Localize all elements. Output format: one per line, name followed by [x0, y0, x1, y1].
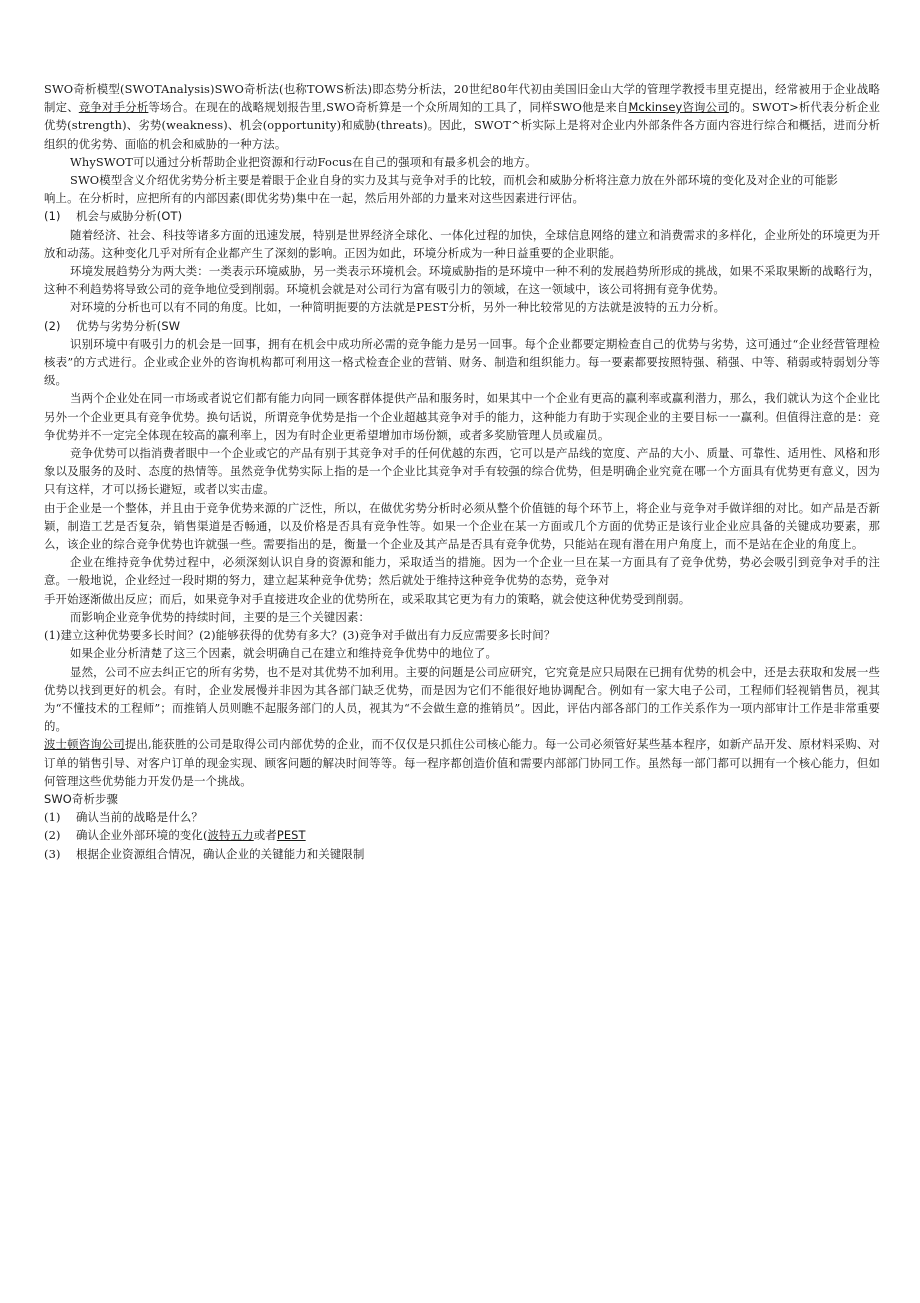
- sw-paragraph-8: 如果企业分析清楚了这三个因素，就会明确自己在建立和维持竞争优势中的地位了。: [70, 646, 498, 661]
- sw-paragraph-2: 当两个企业处在同一市场或者说它们都有能力向同一顾客群体提供产品和服务时，如果其中一个企业有更高的赢利率或赢利潜力，那么，我们就认为这个企业比另外一个企业更具有竞争优势。换句话说，所谓竞争优势是指一个企业超越其竞争对手的能力，这种能力有助于实现企业的主要目标一一赢利。但值得注意的是：竞争优势并不一定完全体现在较高的赢利率上，因为有时企业更希望增加市场份额，或者多奖励管理人员或雇员。: [44, 391, 880, 442]
- intro-text-b: 等场合。在现在的战略规划报告里,SWO奇析算是一个众所周知的工具了，同样SWO他是来自: [148, 100, 629, 115]
- env-paragraph-3: 对环境的分析也可以有不同的角度。比如，一种简明扼要的方法就是PEST分析，另外一种比较常见的方法就是波特的五力分析。: [70, 300, 726, 315]
- step-item: (1) 确认当前的战略是什么？: [44, 810, 203, 825]
- link-competitor-analysis[interactable]: 竞争对手分析: [78, 100, 149, 115]
- document-body: [44, 80, 880, 863]
- model-paragraph: SWO模型含义介绍优劣势分析主要是着眼于企业自身的实力及其与竞争对手的比较，而机会和威胁分析将注意力放在外部环境的变化及对企业的可能影: [70, 173, 838, 188]
- sw-paragraph-1: 识别环境中有吸引力的机会是一回事，拥有在机会中成功所必需的竞争能力是另一回事。每个企业都要定期检查自己的优势与劣势，这可通过“企业经营管理检核表”的方式进行。企业或企业外的咨询机构都可利用这一格式检查企业的营销、财务、制造和组织能力。每一要素都要按照特强、稍强、中等、稍弱或特弱划分等级。: [44, 336, 880, 388]
- step-item: (3) 根据企业资源组合情况，确认企业的关键能力和关键限制: [44, 846, 365, 861]
- intro-text-a: SWO奇析模型(SWOTAnalysis)SWO奇析法(也称TOWS析法)即态势分析法，20世纪80年代初由美国旧金山大学的管理学教授韦里克提出，经常被用于企业战略制定、: [44, 82, 880, 115]
- sw-paragraph-6: 而影响企业竞争优势的持续时间，主要的是三个关键因素：: [70, 609, 371, 624]
- link-mckinsey[interactable]: Mckinsey咨询公司: [628, 100, 729, 115]
- model-paragraph-continued: 响上。在分析时，应把所有的内部因素(即优劣势)集中在一起，然后用外部的力量来对这些因素进行评估。: [44, 191, 585, 206]
- sw-key-factors: (1)建立这种优势要多长时间？(2)能够获得的优势有多大？(3)竞争对手做出有力反应需要多长时间？: [44, 628, 556, 643]
- steps-list: [44, 808, 880, 863]
- sw-paragraph-5: 企业在维持竞争优势过程中，必须深刻认识自身的资源和能力，采取适当的措施。因为一个企业一旦在某一方面具有了竞争优势，势必会吸引到竞争对手的注意。一般地说，企业经过一段时期的努力，建立起某种竞争优势；然后就处于维持这种竞争优势的态势，竞争对: [44, 555, 880, 588]
- env-paragraph-1: 随着经济、社会、科技等诸多方面的迅速发展，特别是世界经济全球化、一体化过程的加快，全球信息网络的建立和消费需求的多样化，企业所处的环境更为开放和动荡。这种变化几乎对所有企业都产生了深刻的影响。正因为如此，环境分析成为一种日益重要的企业职能。: [44, 227, 880, 260]
- intro-paragraph: [44, 80, 880, 153]
- intro-text-c: 的。SWOT>析代表分析企业优势(strength)、劣势(weakness)、机会(opportunity)和威胁(threats)。因此，SWOT^析实际上是将对企业内外部条件各方面内容进行综合和概括，进而分析组织的优劣势、面临的机会和威胁的一种方法。: [44, 100, 880, 151]
- boston-paragraph: 波士顿咨询公司提出,能获胜的公司是取得公司内部优势的企业，而不仅仅是只抓住公司核心能力。每一公司必须管好某些基本程序，如新产品开发、原材料采购、对订单的销售引导、对客户订单的现金实现、顾客问题的解决时间等等。每一程序都创造价值和需要内部部门协同工作。虽然每一部门都可以拥有一个核心能力，但如何管理这些优势能力开发仍是一个挑战。: [44, 737, 880, 788]
- sw-paragraph-4: 由于企业是一个整体，并且由于竞争优势来源的广泛性，所以，在做优劣势分析时必须从整个价值链的每个环节上，将企业与竞争对手做详细的对比。如产品是否新颖，制造工艺是否复杂，销售渠道是否畅通，以及价格是否具有竞争性等。如果一个企业在某一方面或几个方面的优势正是该行业企业应具备的关键成功要素，那么，该企业的综合竞争优势也许就强一些。需要指出的是，衡量一个企业及其产品是否具有竞争优势，只能站在现有潜在用户角度上，而不是站在企业的角度上。: [44, 500, 880, 552]
- sw-paragraph-9: 显然，公司不应去纠正它的所有劣势，也不是对其优势不加利用。主要的问题是公司应研究，它究竟是应只局限在已拥有优势的机会中，还是去获取和发展一些优势以找到更好的机会。有时，企业发展慢并非因为其各部门缺乏优势，而是因为它们不能很好地协调配合。例如有一家大电子公司，工程师们轻视销售员，视其为“不懂技术的工程师”；而推销人员则瞧不起服务部门的人员，视其为“不会做生意的推销员”。因此，评估内部各部门的工作关系作为一项内部审计工作是非常重要的。: [44, 664, 880, 734]
- section-heading-sw: (2) 优势与劣势分析(SW: [44, 318, 181, 333]
- link-porter-five-forces[interactable]: 波特五力: [207, 828, 254, 843]
- section-heading-ot: (1) 机会与威胁分析(OT): [44, 209, 183, 224]
- why-swot-paragraph: WhySWOT可以通过分析帮助企业把资源和行动Focus在自己的强项和有最多机会的地方。: [70, 154, 537, 169]
- sw-paragraph-3: 竞争优势可以指消费者眼中一个企业或它的产品有别于其竞争对手的任何优越的东西，它可以是产品线的宽度、产品的大小、质量、可靠性、适用性、风格和形象以及服务的及时、态度的热情等。虽然竞争优势实际上指的是一个企业比其竞争对手有较强的综合优势，但是明确企业究竟在哪一个方面具有优势更有意义，因为只有这样，才可以扬长避短，或者以实击虚。: [44, 446, 880, 497]
- link-boston-consulting[interactable]: 波士顿咨询公司: [44, 737, 125, 752]
- steps-heading: SWO奇析步骤: [44, 791, 119, 806]
- step-item: (2) 确认企业外部环境的变化(波特五力或者PEST: [44, 828, 306, 843]
- link-pest[interactable]: PEST: [276, 828, 306, 843]
- env-paragraph-2: 环境发展趋势分为两大类：一类表示环境威胁，另一类表示环境机会。环境威胁指的是环境中一种不利的发展趋势所形成的挑战，如果不采取果断的战略行为，这种不利趋势将导致公司的竞争地位受到削弱。环境机会就是对公司行为富有吸引力的领域，在这一领域中，该公司将拥有竞争优势。: [44, 264, 880, 297]
- sw-paragraph-5-continued: 手开始逐渐做出反应；而后，如果竞争对手直接进攻企业的优势所在，或采取其它更为有力的策略，就会使这种优势受到削弱。: [44, 591, 691, 606]
